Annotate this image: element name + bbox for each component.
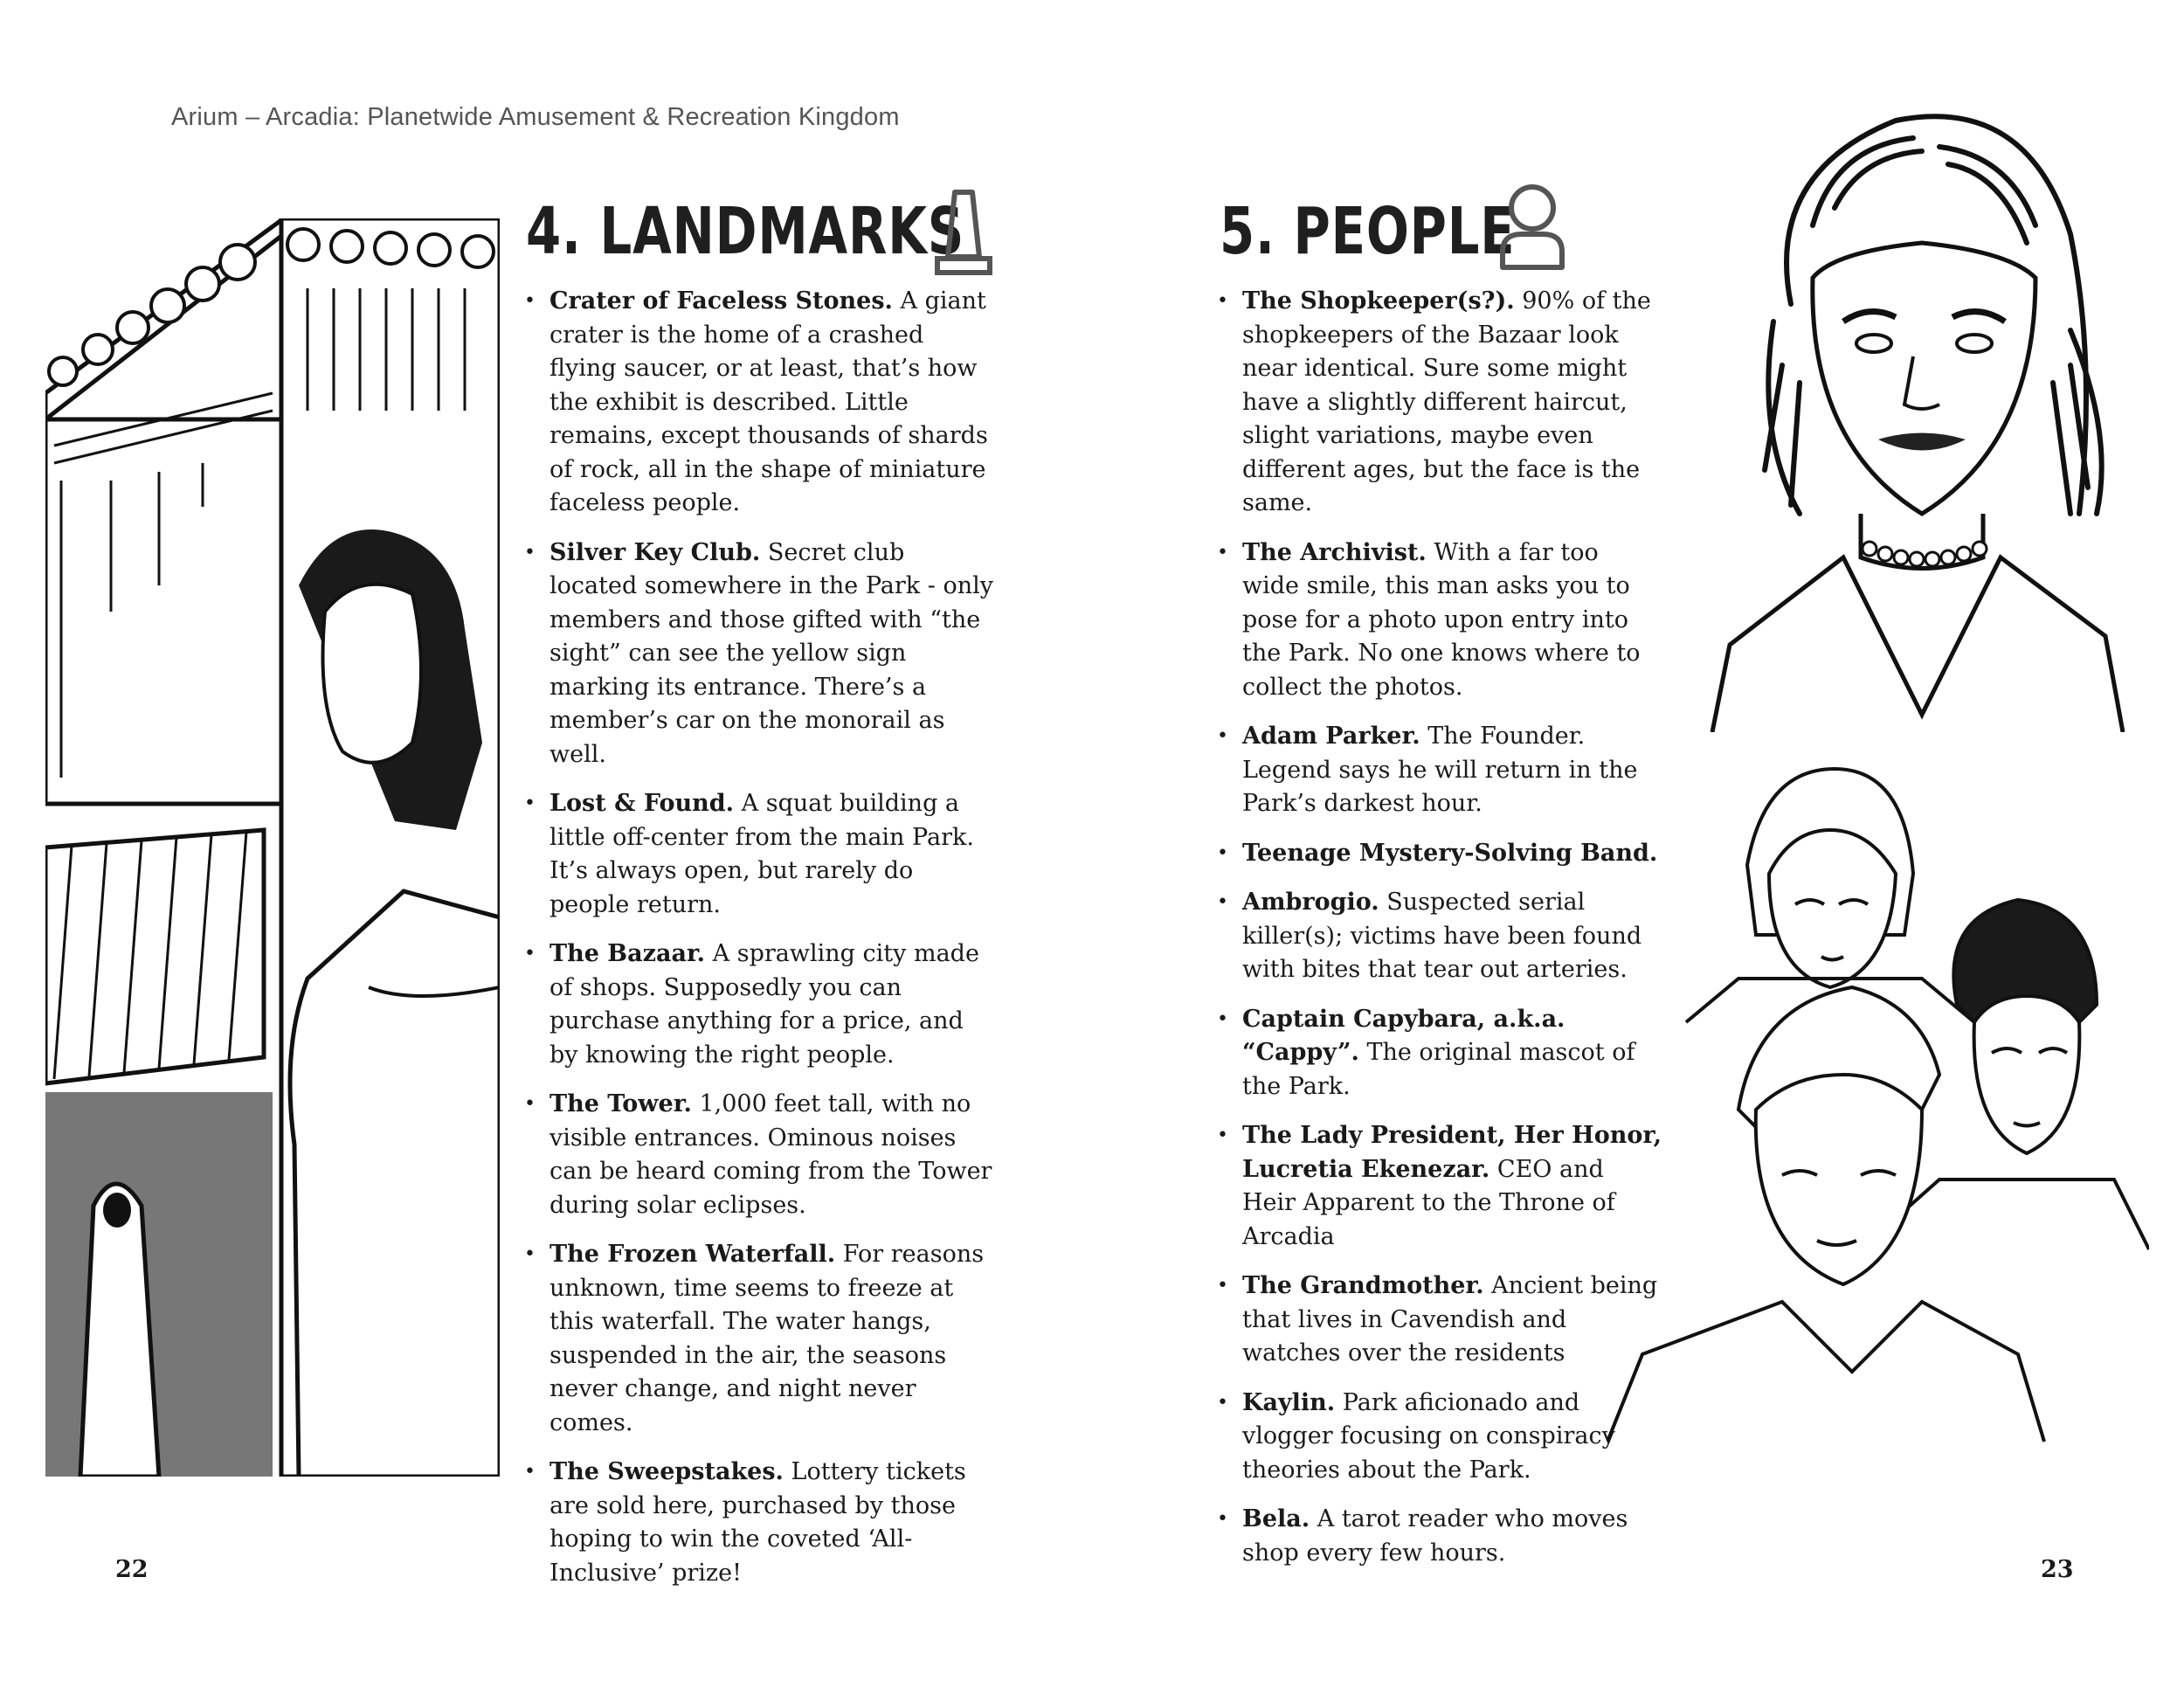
list-item — [1217, 720, 1662, 821]
page-number-right: 23 — [2041, 1556, 2074, 1583]
people-title: 5. PEOPLE — [1220, 194, 1516, 269]
item-text: A sprawling city made of shops. Supposedly you can purchase anything for a price, and by knowing the right people. — [549, 940, 979, 1069]
list-item — [1217, 536, 1662, 705]
list-item — [1217, 1503, 1662, 1570]
list-item — [524, 1088, 996, 1222]
list-item — [1217, 285, 1662, 521]
people-heading — [1220, 194, 1516, 269]
item-title: The Sweepstakes. — [549, 1458, 784, 1485]
street-scene-illustration — [45, 218, 500, 1477]
item-text: For reasons unknown, time seems to freeze at this waterfall. The water hangs, suspended in the air, the seasons never change, and night never comes. — [549, 1241, 985, 1436]
list-item — [1217, 1269, 1662, 1371]
item-text: Park aficionado and vlogger focusing on conspiracy theories about the Park. — [1242, 1388, 1615, 1484]
list-item — [524, 536, 996, 772]
item-title: The Shopkeeper(s?). — [1242, 287, 1515, 315]
item-title: The Archivist. — [1242, 538, 1427, 566]
item-title: The Tower. — [549, 1090, 692, 1117]
item-title: Ambrogio. — [1242, 889, 1379, 916]
list-item — [524, 1238, 996, 1440]
landmarks-list — [524, 285, 996, 1606]
item-title: Kaylin. — [1242, 1388, 1336, 1416]
item-text: With a far too wide smile, this man asks you to pose for a photo upon entry into the Park. No one knows where to collect the photos. — [1242, 538, 1641, 701]
item-title: The Frozen Waterfall. — [549, 1241, 836, 1268]
person-icon — [1496, 180, 1569, 274]
list-item — [1217, 837, 1662, 871]
item-title: Captain Capybara, a.k.a. “Cappy”. — [1242, 1005, 1565, 1066]
item-text: 90% of the shopkeepers of the Bazaar look near identical. Sure some might have a slightly different haircut, slight variations, maybe even different ages, but the face is the same. — [1242, 287, 1651, 516]
item-text: 1,000 feet tall, with no visible entrances. Ominous noises can be heard coming from the Tower during solar eclipses. — [549, 1090, 992, 1219]
item-text: Lottery tickets are sold here, purchased by those hoping to win the coveted ‘All-Inclusive’ prize! — [549, 1458, 966, 1587]
item-title: Teenage Mystery-Solving Band. — [1242, 839, 1658, 867]
list-item — [1217, 1387, 1662, 1488]
item-text: A squat building a little off-center from the main Park. It’s always open, but rarely do people return. — [549, 790, 974, 918]
obelisk-icon — [929, 187, 999, 279]
list-item — [524, 285, 996, 521]
list-item — [524, 787, 996, 922]
list-item — [524, 1456, 996, 1590]
item-text: The Founder. Legend says he will return in the Park’s darkest hour. — [1242, 723, 1638, 817]
landmarks-heading — [526, 194, 964, 269]
item-title: Adam Parker. — [1242, 723, 1420, 750]
item-text: Suspected serial killer(s); victims have been found with bites that tear out arteries. — [1242, 889, 1642, 983]
item-text: Secret club located somewhere in the Park - only members and those gifted with “the sight” can see the yellow sign marking its entrance. There’s a member’s car on the monorail as well. — [549, 538, 993, 768]
list-item — [1217, 886, 1662, 987]
list-item — [524, 937, 996, 1072]
running-head: Arium – Arcadia: Planetwide Amusement & Recreation Kingdom — [171, 103, 900, 131]
teen-band-illustration — [1607, 760, 2149, 1512]
item-text: CEO and Heir Apparent to the Throne of Arcadia — [1242, 1155, 1615, 1250]
item-text: The original mascot of the Park. — [1242, 1039, 1635, 1100]
item-title: Crater of Faceless Stones. — [549, 287, 893, 315]
landmarks-title: 4. LANDMARKS — [526, 194, 965, 269]
item-text: A tarot reader who moves shop every few hours. — [1242, 1505, 1628, 1567]
list-item — [1217, 1003, 1662, 1104]
item-title: Bela. — [1242, 1505, 1310, 1532]
lady-portrait-illustration — [1660, 103, 2149, 732]
people-list — [1217, 285, 1662, 1586]
item-title: Silver Key Club. — [549, 538, 761, 566]
item-text: Ancient being that lives in Cavendish and watches over the residents — [1242, 1272, 1658, 1366]
list-item — [1217, 1119, 1662, 1254]
item-text: A giant crater is the home of a crashed flying saucer, or at least, that’s how the exhibit is described. Little remains, except thousands of shards of rock, all in the shape of miniature faceless people. — [549, 287, 988, 516]
item-title: The Grandmother. — [1242, 1272, 1484, 1299]
item-title: Lost & Found. — [549, 790, 735, 817]
item-title: The Lady President, Her Honor, Lucretia Ekenezar. — [1242, 1122, 1662, 1183]
page-number-left: 22 — [115, 1556, 149, 1583]
item-title: The Bazaar. — [549, 940, 706, 967]
